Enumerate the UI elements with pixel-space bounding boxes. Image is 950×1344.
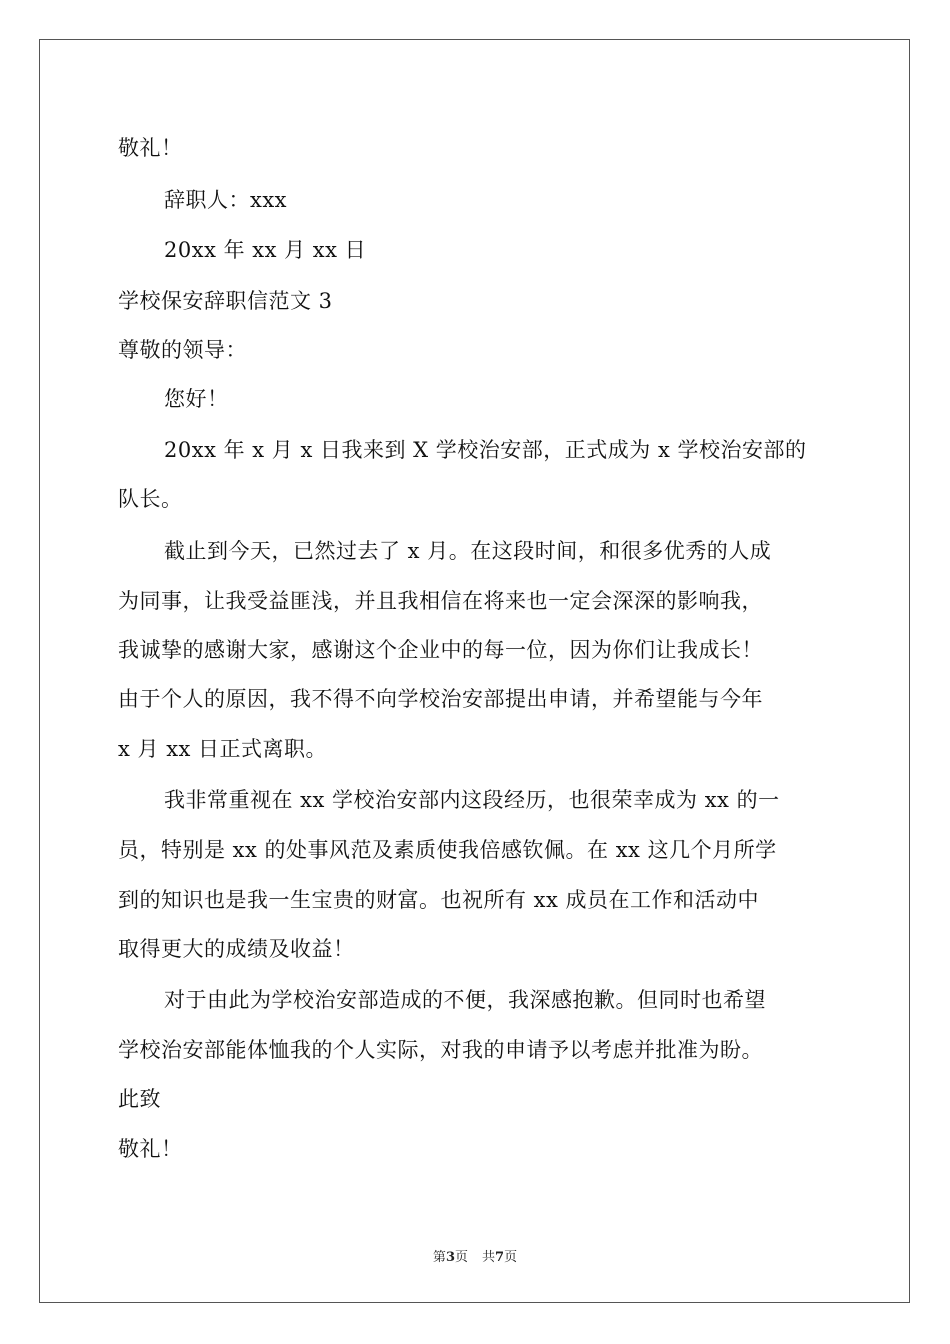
paragraph-line: 我诚挚的感谢大家，感谢这个企业中的每一位，因为你们让我成长！ bbox=[118, 638, 763, 662]
total-prefix: 共 bbox=[482, 1250, 496, 1265]
paragraph-line: 到的知识也是我一生宝贵的财富。也祝所有 xx 成员在工作和活动中 bbox=[118, 888, 760, 912]
greeting: 您好！ bbox=[164, 387, 229, 411]
paragraph-line: 为同事，让我受益匪浅，并且我相信在将来也一定会深深的影响我， bbox=[118, 589, 763, 613]
closing-phrase: 此致 bbox=[118, 1087, 161, 1111]
paragraph-line: 20xx 年 x 月 x 日我来到 X 学校治安部，正式成为 x 学校治安部的 bbox=[164, 438, 807, 462]
closing-salute: 敬礼！ bbox=[118, 136, 183, 160]
closing-salute: 敬礼！ bbox=[118, 1137, 183, 1161]
page-border bbox=[39, 39, 910, 1303]
total-suffix: 页 bbox=[504, 1250, 518, 1265]
paragraph-line: 队长。 bbox=[118, 487, 183, 511]
salutation: 尊敬的领导： bbox=[118, 338, 247, 362]
paragraph-line: 取得更大的成绩及收益！ bbox=[118, 937, 355, 961]
date-line: 20xx 年 xx 月 xx 日 bbox=[164, 238, 367, 262]
paragraph-line: 截止到今天，已然过去了 x 月。在这段时间，和很多优秀的人成 bbox=[164, 539, 772, 563]
section-title: 学校保安辞职信范文 3 bbox=[118, 289, 333, 313]
paragraph-line: 我非常重视在 xx 学校治安部内这段经历，也很荣幸成为 xx 的一 bbox=[164, 788, 780, 812]
paragraph-line: 员，特别是 xx 的处事风范及素质使我倍感钦佩。在 xx 这几个月所学 bbox=[118, 838, 777, 862]
page-suffix: 页 bbox=[454, 1250, 468, 1265]
current-page-number: 3 bbox=[445, 1250, 455, 1265]
paragraph-line: 学校治安部能体恤我的个人实际，对我的申请予以考虑并批准为盼。 bbox=[118, 1038, 763, 1062]
paragraph-line: 对于由此为学校治安部造成的不便，我深感抱歉。但同时也希望 bbox=[164, 988, 766, 1012]
paragraph-line: x 月 xx 日正式离职。 bbox=[118, 737, 328, 761]
total-page-number: 7 bbox=[495, 1250, 505, 1265]
page-prefix: 第 bbox=[432, 1250, 446, 1265]
page-footer bbox=[0, 1246, 950, 1265]
paragraph-line: 由于个人的原因，我不得不向学校治安部提出申请，并希望能与今年 bbox=[118, 687, 763, 711]
resigner-line: 辞职人：xxx bbox=[164, 188, 288, 212]
